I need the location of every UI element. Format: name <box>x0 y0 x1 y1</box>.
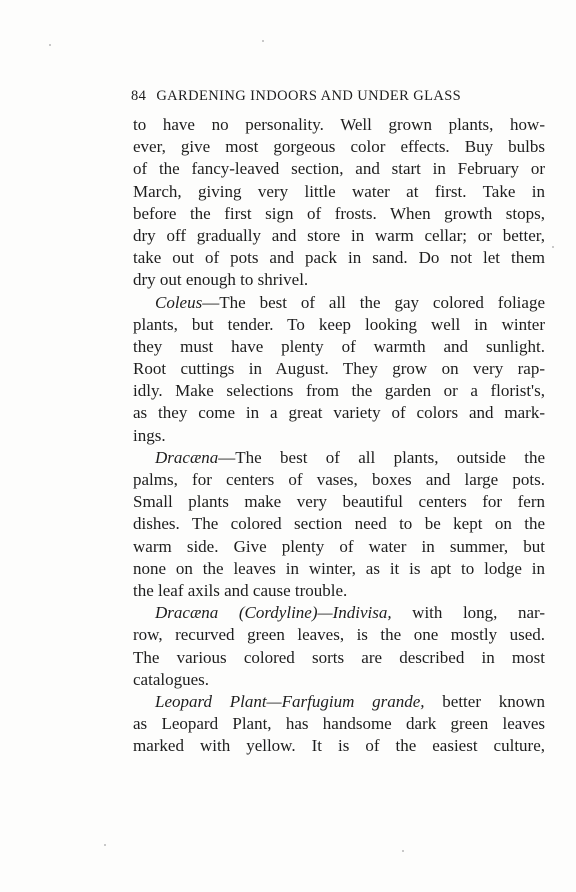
text-run: catalogues. <box>133 669 209 689</box>
text-run: dishes. The colored section need to be kept on the <box>133 514 545 534</box>
text-line <box>133 181 545 203</box>
text-line <box>133 602 545 624</box>
text-run: as Leopard Plant, has handsome dark green leaves <box>133 714 545 734</box>
paper-speck <box>402 850 404 852</box>
text-run: to have no personality. Well grown plants, how- <box>133 115 545 134</box>
paper-speck <box>49 44 51 46</box>
text-run: Root cuttings in August. They grow on very rap- <box>133 359 545 379</box>
text-line <box>133 469 545 491</box>
text-line <box>133 491 545 513</box>
text-run: marked with yellow. It is of the easiest culture, <box>133 736 545 756</box>
text-line <box>133 691 545 713</box>
text-run: row, recurved green leaves, is the one mostly used. <box>133 625 545 645</box>
text-run: the leaf axils and cause trouble. <box>133 580 348 600</box>
text-run: with long, nar- <box>391 603 545 623</box>
text-line <box>133 358 545 380</box>
text-line <box>133 336 545 358</box>
text-run: —The best of all plants, outside the <box>218 447 545 467</box>
text-run: before the first sign of frosts. When growth stops, <box>133 203 545 223</box>
text-line <box>133 513 545 535</box>
paper-speck <box>104 844 106 846</box>
body-text <box>133 114 545 757</box>
text-run: dry out enough to shrivel. <box>133 270 309 290</box>
running-title: GARDENING INDOORS AND UNDER GLASS <box>156 88 462 104</box>
text-line <box>133 425 545 447</box>
text-run: idly. Make selections from the garden or a florist's, <box>133 381 545 401</box>
text-run: —The best of all the gay colored foliage <box>202 292 545 312</box>
text-run: they must have plenty of warmth and sunlight. <box>133 336 545 356</box>
paper-speck <box>552 246 554 248</box>
italic-term: Dracæna (Cordyline)—Indivisa, <box>155 603 392 623</box>
text-run: take out of pots and pack in sand. Do not let them <box>133 248 545 268</box>
text-line <box>133 114 545 136</box>
text-line <box>133 380 545 402</box>
running-header <box>131 88 511 105</box>
text-line <box>133 225 545 247</box>
text-line <box>133 735 545 757</box>
text-run: plants, but tender. To keep looking well in winter <box>133 314 545 334</box>
text-run: better known <box>424 691 545 711</box>
text-line <box>133 669 545 691</box>
text-line <box>133 292 545 314</box>
text-run: ever, give most gorgeous color effects. Buy bulbs <box>133 137 545 157</box>
text-run: as they come in a great variety of colors and mark- <box>133 403 545 423</box>
text-line <box>133 624 545 646</box>
text-line <box>133 580 545 602</box>
italic-term: Coleus <box>155 292 203 312</box>
text-run: palms, for centers of vases, boxes and large pots. <box>133 470 545 489</box>
text-line <box>133 536 545 558</box>
text-run: The various colored sorts are described in most <box>133 647 545 667</box>
text-run: Small plants make very beautiful centers for fern <box>133 492 545 512</box>
text-line <box>133 558 545 580</box>
text-line <box>133 647 545 669</box>
italic-term: Leopard Plant—Farfugium grande, <box>155 691 425 711</box>
text-run: none on the leaves in winter, as it is apt to lodge in <box>133 558 545 578</box>
text-line <box>133 203 545 225</box>
text-line <box>133 713 545 735</box>
text-line <box>133 136 545 158</box>
text-run: ings. <box>133 425 166 445</box>
text-run: March, giving very little water at first. Take in <box>133 181 545 201</box>
text-line <box>133 447 545 469</box>
text-run: of the fancy-leaved section, and start in February or <box>133 159 545 179</box>
text-line <box>133 158 545 180</box>
text-line <box>133 402 545 424</box>
text-line <box>133 269 545 291</box>
text-line <box>133 314 545 336</box>
italic-term: Dracæna <box>155 447 219 467</box>
text-line <box>133 247 545 269</box>
paper-speck <box>262 40 264 42</box>
page-number: 84 <box>131 88 147 104</box>
text-run: dry off gradually and store in warm cellar; or better, <box>133 225 545 245</box>
text-run: warm side. Give plenty of water in summer, but <box>133 536 545 556</box>
